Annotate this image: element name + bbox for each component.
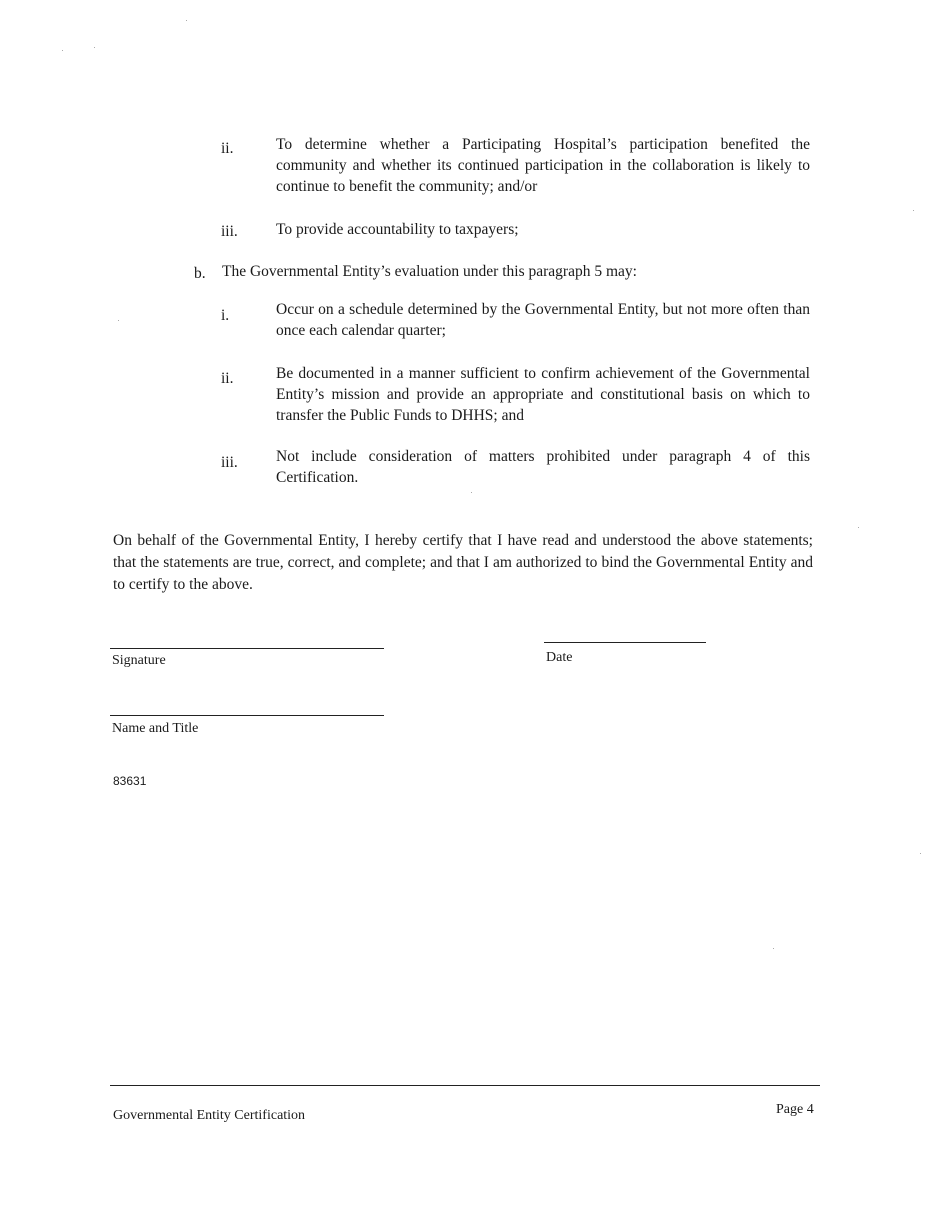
page-number: Page 4	[776, 1102, 814, 1117]
list-item-text: Not include consideration of matters prohibited under paragraph 4 of this Certification.	[276, 448, 810, 486]
list-item-text: To determine whether a Participating Hospital’s participation benefited the community and whether its continued participation in the collaboration is likely to continue to benefit the community; and/or	[276, 136, 810, 195]
scan-speck	[773, 948, 774, 949]
scan-speck	[94, 47, 95, 48]
scan-speck	[118, 320, 119, 321]
footer-title: Governmental Entity Certification	[113, 1108, 306, 1123]
document-number: 83631	[113, 774, 147, 788]
name-title-line[interactable]	[110, 715, 384, 716]
date-label: Date	[546, 650, 573, 665]
list-marker: ii.	[221, 370, 234, 387]
scan-speck	[858, 527, 859, 528]
scan-speck	[62, 50, 63, 51]
scan-speck	[913, 210, 914, 211]
list-marker: ii.	[221, 140, 234, 157]
name-title-label: Name and Title	[112, 721, 199, 736]
scan-speck	[471, 492, 472, 493]
list-item-text: Be documented in a manner sufficient to confirm achievement of the Governmental Entity’s mission and provide an appropriate and constitutional basis on which to transfer the Public Funds to DHHS; and	[276, 365, 810, 424]
list-item-text: To provide accountability to taxpayers;	[276, 221, 519, 238]
date-line[interactable]	[544, 642, 706, 643]
scan-speck	[186, 20, 187, 21]
list-item-text: Occur on a schedule determined by the Governmental Entity, but not more often than once each calendar quarter;	[276, 301, 810, 339]
scan-speck	[920, 853, 921, 854]
list-marker: i.	[221, 307, 230, 324]
certification-statement: On behalf of the Governmental Entity, I hereby certify that I have read and understood the above statements; that the statements are true, correct, and complete; and that I am authorized to bind the Governmental Entity and to certify to the above.	[113, 532, 813, 593]
list-marker: iii.	[221, 223, 238, 240]
signature-line[interactable]	[110, 648, 384, 649]
list-marker: iii.	[221, 454, 238, 471]
signature-label: Signature	[112, 653, 166, 668]
section-marker: b.	[194, 265, 206, 282]
section-heading: The Governmental Entity’s evaluation under this paragraph 5 may:	[222, 263, 637, 280]
footer-rule	[110, 1085, 820, 1086]
